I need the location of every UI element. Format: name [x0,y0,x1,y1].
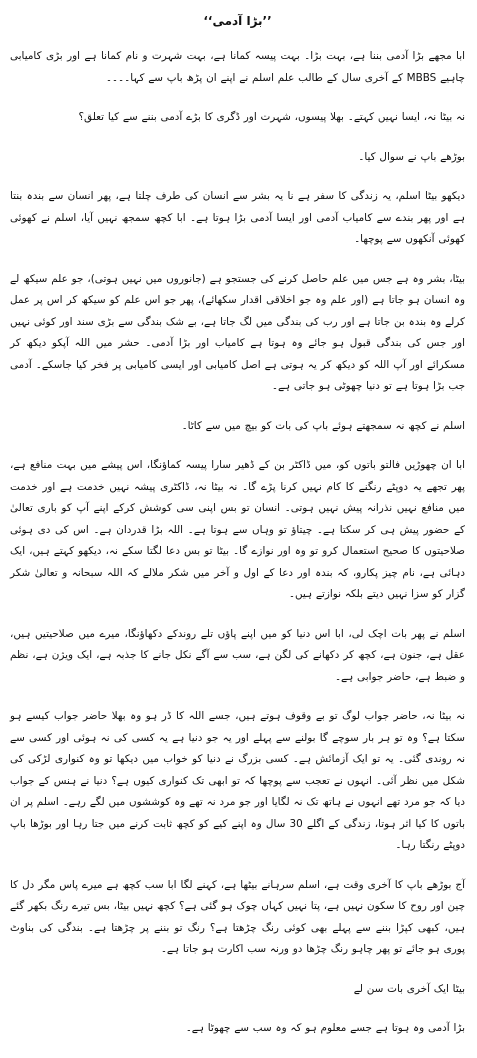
paragraph-11: بیٹا ایک آخری بات سن لے [353,982,465,995]
paragraph-2: نہ بیٹا نہ، ایسا نہیں کہتے۔ بھلا پیسوں، شہرت اور ڈگری کا بڑے آدمی بننے سے کیا تعلق؟ [78,111,465,123]
paragraph-1: ابا مجھے بڑا آدمی بننا ہے، بہت بڑا۔ بہت پیسہ کمانا ہے، بہت شہرت و نام کمانا ہے اور بڑی کامیابی چاہیے MBBS کے آخری سال کے طالب علم اسلم نے اپنے ان پڑھ باپ سے کہا۔۔۔۔ [10,50,465,84]
article [10,14,465,1058]
paragraph-7: ابا ان چھوڑیں فالتو باتوں کو، میں ڈاکٹر بن کے ڈھیر سارا پیسہ کماؤنگا، اس پیشے میں بہت منافع ہے، پھر تجھے یہ دوپٹے رنگنے کا کام نہیں کرنا پڑے گا۔ نہ بیٹا نہ، ڈاکٹری پیشہ نہیں خدمت ہے اور خدمت میں منافع نہیں نذرانہ پیش نہیں ہوتی۔ انسان تو بس اپنی سی کوشش کرکے اپنے آپ کو باری تعالیٰ کے حضور پیش ہی کر سکتا ہے۔ چیتاؤ تو وہاں سے ہوتا ہے۔ اللہ بڑا قدردان ہے۔ اس کی دی ہوئی صلاحیتوں کا صحیح استعمال کرو تو وہ اور نوازے گا۔ بیٹا تو بس دعا لگتا سکے نہ، دیکھو کہتے ہیں، ایک دہائی ہے، نام چیز پکارو، کہ بندہ اور دعا کے اول و آخر میں شکر ملالے کہ اللہ سبحانہ و تعالیٰ شکر گزار کو سزا نہیں دیتے بلکہ نوازتے ہیں۔ [10,459,465,600]
paragraph-9: نہ بیٹا نہ، حاضر جواب لوگ تو بے وقوف ہوتے ہیں، جسے اللہ کا ڈر ہو وہ بھلا حاضر جواب کیسے ہو سکتا ہے؟ وہ تو ہر بار سوچے گا بولنے سے پہلے اور یہ جو دنیا ہے یہ کسی کی نہ ہوئی اور کسی سے نہ روندی گئی۔ یہ تو ایک آزمائش ہے۔ کسی بزرگ نے دنیا کو خواب میں دیکھا تو وہ کنواری لڑکی کی شکل میں نظر آئی۔ انہوں نے تعجب سے پوچھا کہ تو ابھی تک کنواری کیوں ہے؟ دنیا نے ہنس کے جواب دیا کہ جو مرد تھے انہوں نے ہاتھ تک نہ لگایا اور جو مرد نہ تھے وہ کوششوں میں لگے رہے۔ اسلم پر ان باتوں کا کیا اثر ہوتا، زندگی کے اگلے 30 سال وہ اپنے کیے کو کچھ ثابت کرنے میں جتا رہا اور بوڑھا باپ دوپٹے رنگتا رہا۔ [10,710,465,851]
paragraph-3: بوڑھے باپ نے سوال کیا۔ [358,150,465,163]
article-title: ’’بڑا آدمی‘‘ [203,14,272,28]
paragraph-6: اسلم نے کچھ نہ سمجھتے ہوئے باپ کی بات کو بیچ میں سے کاٹا۔ [181,419,465,432]
paragraph-8: اسلم نے پھر بات اچک لی، ابا اس دنیا کو میں اپنے پاؤں تلے روندکے دکھاؤنگا، میرے میں صلاحیتیں ہیں، عقل ہے، جنون ہے، کچھ کر دکھانے کی لگن ہے، سب سے آگے نکل جانے کا جذبہ ہے، ایک ویژن ہے، نظم و ضبط ہے، حاضر جوابی ہے۔ [10,627,465,683]
paragraph-12: بڑا آدمی وہ ہوتا ہے جسے معلوم ہو کہ وہ سب سے چھوٹا ہے۔ [185,1022,465,1034]
paragraph-10: آج بوڑھے باپ کا آخری وقت ہے، اسلم سرہانے بیٹھا ہے، کہنے لگا ابا سب کچھ ہے میرے پاس مگر دل کا چین اور روح کا سکون نہیں ہے، پتا نہیں کہاں چوک ہو گئی ہے؟ کچھ نہیں بیٹا، بس تیرے رنگ بکھر گئے ہیں، کبھی کپڑا بننے سے پہلے بھی کوئی رنگ چڑھتا ہے؟ رنگ تو بننے پر چڑھتا ہے۔ بندگی کی بناوٹ پوری ہو جائے تو پھر چاہو رنگ چڑھا دو ورنہ سب اکارت ہو جاتا ہے۔ [10,878,465,955]
paragraph-4: دیکھو بیٹا اسلم، یہ زندگی کا سفر ہے نا یہ بشر سے انسان کی طرف چلتا ہے، پھر انسان سے بندہ بنتا ہے اور پھر بندے سے کامیاب آدمی اور ایسا آدمی بڑا ہوتا ہے۔ ابا کچھ سمجھ نہیں آیا، اسلم نے کھوئی کھوئی آنکھوں سے پوچھا۔ [10,190,465,245]
paragraph-5: بیٹا، بشر وہ ہے جس میں علم حاصل کرنے کی جستجو ہے (جانوروں میں نہیں ہوتی)، جو علم سیکھ لے وہ انسان ہو جاتا ہے (اور علم وہ جو اخلاقی اقدار سکھائے)، پھر جو اس علم کو سیکھ کر اس پر عمل کرلے وہ بندہ بن جاتا ہے اور رب کی بندگی میں لگ جاتا ہے، بے شک بندگی سے بڑی سند اور کوئی نہیں اور جس کی بندگی قبول ہو جائے وہ ہوتا ہے کامیاب اور بڑا آدمی۔ حشر میں اللہ آپکو دیکھ کر مسکرائے اور آپ اللہ کو دیکھ کر یہ ہوتی ہے اصل کامیابی اور ایسی کامیابی پر فخر کیا جاسکے۔ آدمی جب بڑا ہوتا ہے تو دنیا چھوٹی ہو جاتی ہے۔ [10,272,465,392]
